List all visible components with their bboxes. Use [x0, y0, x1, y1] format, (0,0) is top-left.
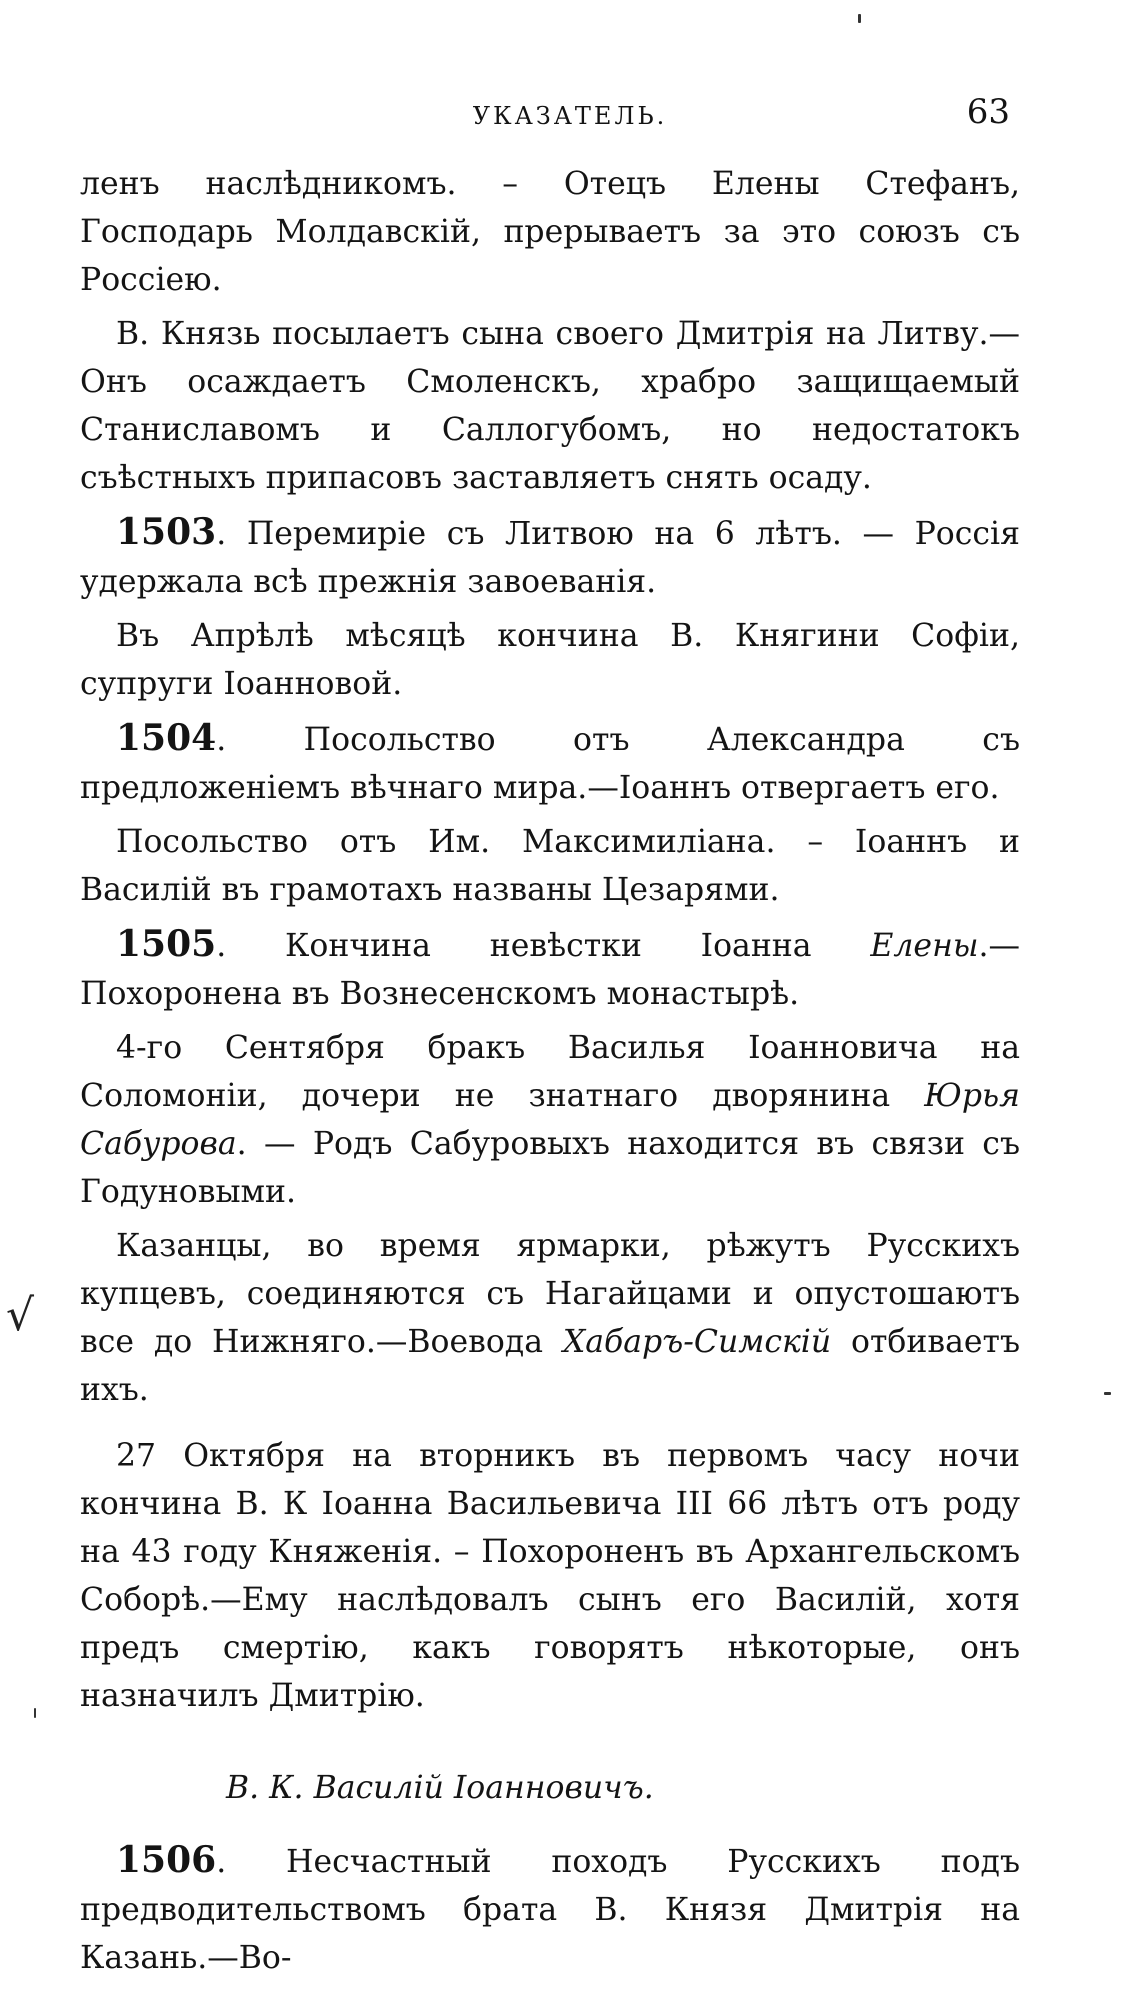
ink-speck: [858, 14, 861, 23]
paragraph-text: . Несчастный походъ Русскихъ подъ предводительствомъ брата В. Князя Дмитрія на Казань.—Во-: [80, 1844, 1020, 1976]
year-label: 1504: [116, 717, 217, 759]
paragraph-text: В. Князь посылаетъ сына своего Дмитрія на Литву.— Онъ осаждаетъ Смоленскъ, храбро защищаемый Станиславомъ и Саллогубомъ, но недостатокъ съѣстныхъ припасовъ заставляетъ снять осаду.: [80, 316, 1020, 496]
paragraph-text: 27 Октября на вторникъ въ первомъ часу ночи кончина В. К Іоанна Васильевича III 66 лѣтъ отъ роду на 43 году Княженія. – Похороненъ въ Архангельскомъ Соборѣ.—Ему наслѣдовалъ сынъ его Василій, хотя предъ смертію, какъ говорятъ нѣкоторые, онъ назначилъ Дмитрію.: [80, 1438, 1020, 1714]
page-header: [0, 92, 1140, 136]
paragraph-text: 4-го Сентября бракъ Василья Іоанновича на Соломоніи, дочери не знатнаго дворянина: [80, 1030, 1020, 1114]
paragraph-sofia: [80, 612, 1020, 708]
ink-speck: [34, 1708, 36, 1718]
paragraph-text: . Кончина невѣстки Іоанна: [216, 928, 871, 964]
paragraph-text: Казанцы, во время ярмарки, рѣжутъ Русскихъ купцевъ, соединяются съ Нагайцами и опустошаютъ все до Нижняго.—Воевода: [80, 1228, 1020, 1360]
paragraph-maximilian: [80, 818, 1020, 914]
paragraph-text: . — Родъ Сабуровыхъ находится въ связи съ Годуновыми.: [80, 1126, 1020, 1210]
paragraph-1504: [80, 714, 1020, 812]
margin-check-mark: √: [6, 1290, 35, 1341]
section-heading: [80, 1764, 1020, 1812]
running-title: УКАЗАТЕЛЬ.: [472, 102, 668, 130]
paragraph-text: Въ Апрѣлѣ мѣсяцѣ кончина В. Княгини Софіи, супруги Іоанновой.: [80, 618, 1020, 702]
body-text: [80, 160, 1020, 1988]
paragraph-text: .—Похоронена въ Вознесенскомъ монастырѣ.: [80, 928, 1020, 1012]
ink-speck: [1104, 1392, 1111, 1395]
italic-name: Елены: [870, 928, 979, 964]
paragraph-marriage: [80, 1024, 1020, 1216]
italic-name: Юрья Сабурова: [80, 1078, 1020, 1162]
paragraph-kazan: [80, 1222, 1020, 1414]
paragraph-1506: [80, 1836, 1020, 1982]
paragraph-text: . Посольство отъ Александра съ предложеніемъ вѣчнаго мира.—Іоаннъ отвергаетъ его.: [80, 722, 1020, 806]
paragraph-continuation: [80, 160, 1020, 304]
paragraph-text: отбиваетъ ихъ.: [80, 1324, 1020, 1408]
paragraph-death-ioann: [80, 1432, 1020, 1720]
paragraph-text: Посольство отъ Им. Максимиліана. – Іоаннъ и Василій въ грамотахъ названы Цезарями.: [80, 824, 1020, 908]
paragraph-text: ленъ наслѣдникомъ. – Отецъ Елены Стефанъ, Господарь Молдавскій, прерываетъ за это союзъ съ Россіею.: [80, 166, 1020, 298]
page-number: 63: [966, 92, 1010, 132]
year-label: 1506: [116, 1839, 217, 1881]
heading-text: В. К. Василій Іоанновичъ.: [226, 1770, 654, 1806]
year-label: 1505: [116, 923, 217, 965]
paragraph-text: . Перемиріе съ Литвою на 6 лѣтъ. — Россія удержала всѣ прежнія завоеванія.: [80, 516, 1020, 600]
paragraph-1505: [80, 920, 1020, 1018]
year-label: 1503: [116, 511, 217, 553]
paragraph-1503: [80, 508, 1020, 606]
paragraph-dmitry-lithuania: [80, 310, 1020, 502]
italic-name: Хабаръ-Симскій: [562, 1324, 832, 1360]
